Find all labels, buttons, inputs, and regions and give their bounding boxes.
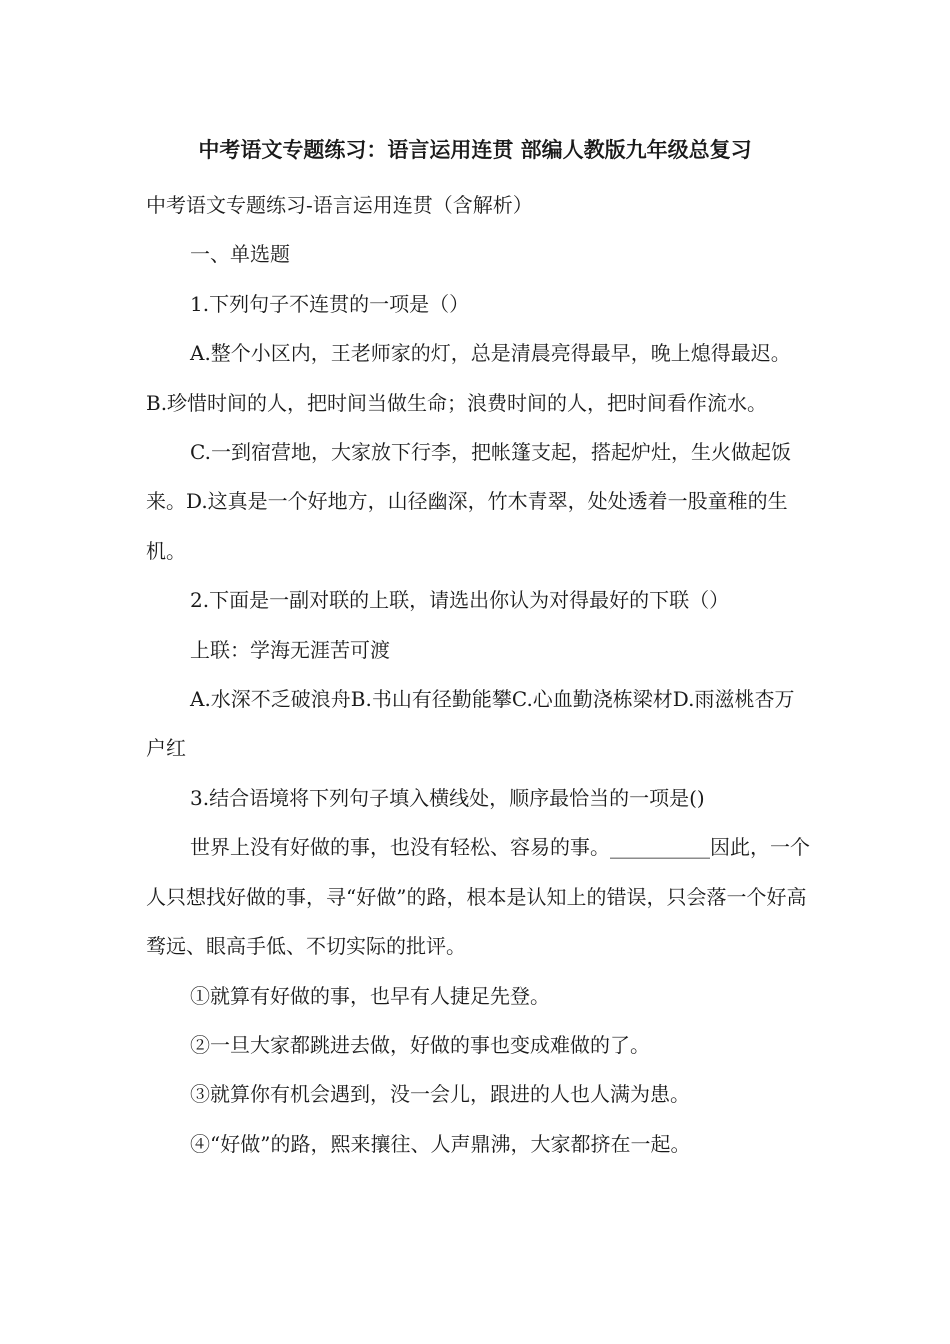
document-title: 中考语文专题练习：语言运用连贯 部编人教版九年级总复习 (198, 138, 752, 162)
question-2-options: A.水深不乏破浪舟B.书山有径勤能攀C.心血勤浇栋梁材D.雨滋桃杏万户红 (146, 687, 795, 761)
question-2-stem: 2.下面是一副对联的上联，请选出你认为对得最好的下联（） (190, 588, 730, 613)
question-1-options-ab: A.整个小区内，王老师家的灯，总是清晨亮得最早，晚上熄得最迟。B.珍惜时间的人，把时间当做生命；浪费时间的人，把时间看作流水。 (146, 341, 791, 415)
question-3-item-3: ③就算你有机会遇到，没一会儿，跟进的人也人满为患。 (190, 1082, 690, 1107)
question-3-item-1: ①就算有好做的事，也早有人捷足先登。 (190, 983, 550, 1008)
question-1-options-cd: C.一到宿营地，大家放下行李，把帐篷支起，搭起炉灶，生火做起饭来。D.这真是一个好地方，山径幽深，竹木青翠，处处透着一股童稚的生机。 (146, 440, 791, 563)
question-1-stem: 1.下列句子不连贯的一项是（） (190, 291, 470, 316)
document-subtitle: 中考语文专题练习-语言运用连贯（含解析） (146, 193, 533, 217)
question-3-passage: 世界上没有好做的事，也没有轻松、容易的事。__________因此，一个人只想找好做的事，寻“好做”的路，根本是认知上的错误，只会落一个好高骛远、眼高手低、不切实际的批评。 (146, 835, 810, 959)
question-3-stem: 3.结合语境将下列句子填入横线处，顺序最恰当的一项是() (190, 785, 705, 810)
document-body (146, 181, 810, 1169)
question-3-item-2: ②一旦大家都跳进去做，好做的事也变成难做的了。 (190, 1032, 650, 1057)
question-2-upper-couplet: 上联：学海无涯苦可渡 (190, 637, 390, 662)
question-3-item-4: ④“好做”的路，熙来攘往、人声鼎沸，大家都挤在一起。 (190, 1131, 691, 1156)
section-heading: 一、单选题 (190, 242, 290, 267)
